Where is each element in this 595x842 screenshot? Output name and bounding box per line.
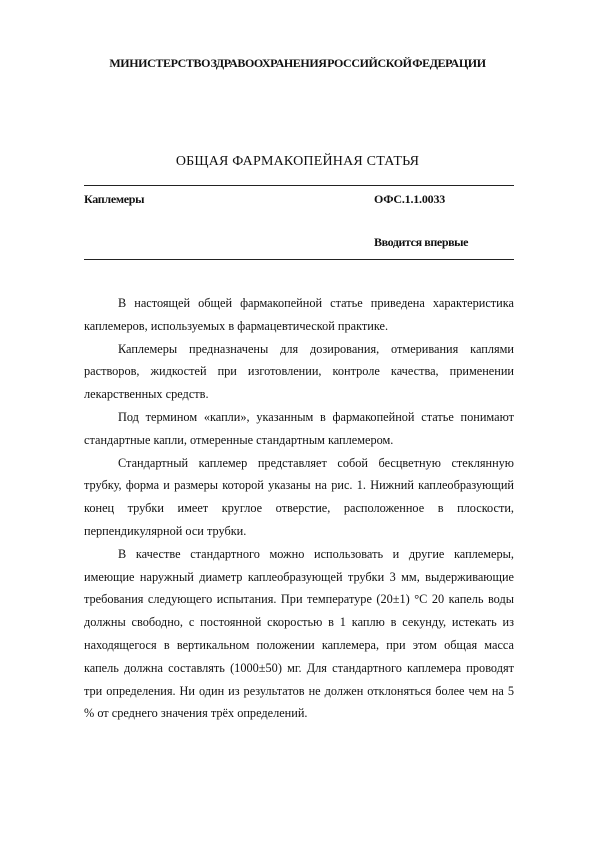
header-top-rule	[84, 185, 514, 186]
body-paragraph: В качестве стандартного можно использовать и другие каплемеры, имеющие наружный диаметр каплеобразующей трубки 3 мм, выдерживающие требования следующего испытания. При температуре (20±1) °С 20 капель воды должны свободно, с постоянной скоростью в 1 каплю в секунду, истекать из находящегося в вертикальном положении каплемера, при этом общая масса капель должна составлять (1000±50) мг. Для стандартного каплемера проводят три определения. Ни один из результатов не должен отклоняться более чем на 5 % от среднего значения трёх определений.	[84, 546, 514, 721]
article-status: Вводится впервые	[374, 235, 469, 249]
document-type-title: ОБЩАЯ ФАРМАКОПЕЙНАЯ СТАТЬЯ	[175, 154, 420, 169]
body-paragraph: Каплемеры предназначены для дозирования, отмеривания каплями растворов, жидкостей при изготовлении, контроле качества, применении лекарственных средств.	[84, 341, 514, 402]
body-paragraph: В настоящей общей фармакопейной статье приведена характеристика каплемеров, используемых в фармацевтической практике.	[84, 296, 514, 333]
article-body	[84, 292, 514, 725]
header-bottom-rule	[84, 259, 514, 260]
article-code: ОФС.1.1.0033	[374, 192, 446, 206]
article-name: Каплемеры	[84, 192, 145, 206]
body-paragraph: Стандартный каплемер представляет собой бесцветную стеклянную трубку, форма и размеры которой указаны на рис. 1. Нижний каплеобразующий конец трубки имеет круглое отверстие, расположенное в плоскости, перпендикулярной оси трубки.	[84, 455, 514, 538]
body-paragraph: Под термином «капли», указанным в фармакопейной статье понимают стандартные капли, отмеренные стандартным каплемером.	[84, 409, 514, 447]
ministry-heading: МИНИСТЕРСТВО ЗДРАВООХРАНЕНИЯ РОССИЙСКОЙ ФЕДЕРАЦИИ	[109, 56, 486, 70]
